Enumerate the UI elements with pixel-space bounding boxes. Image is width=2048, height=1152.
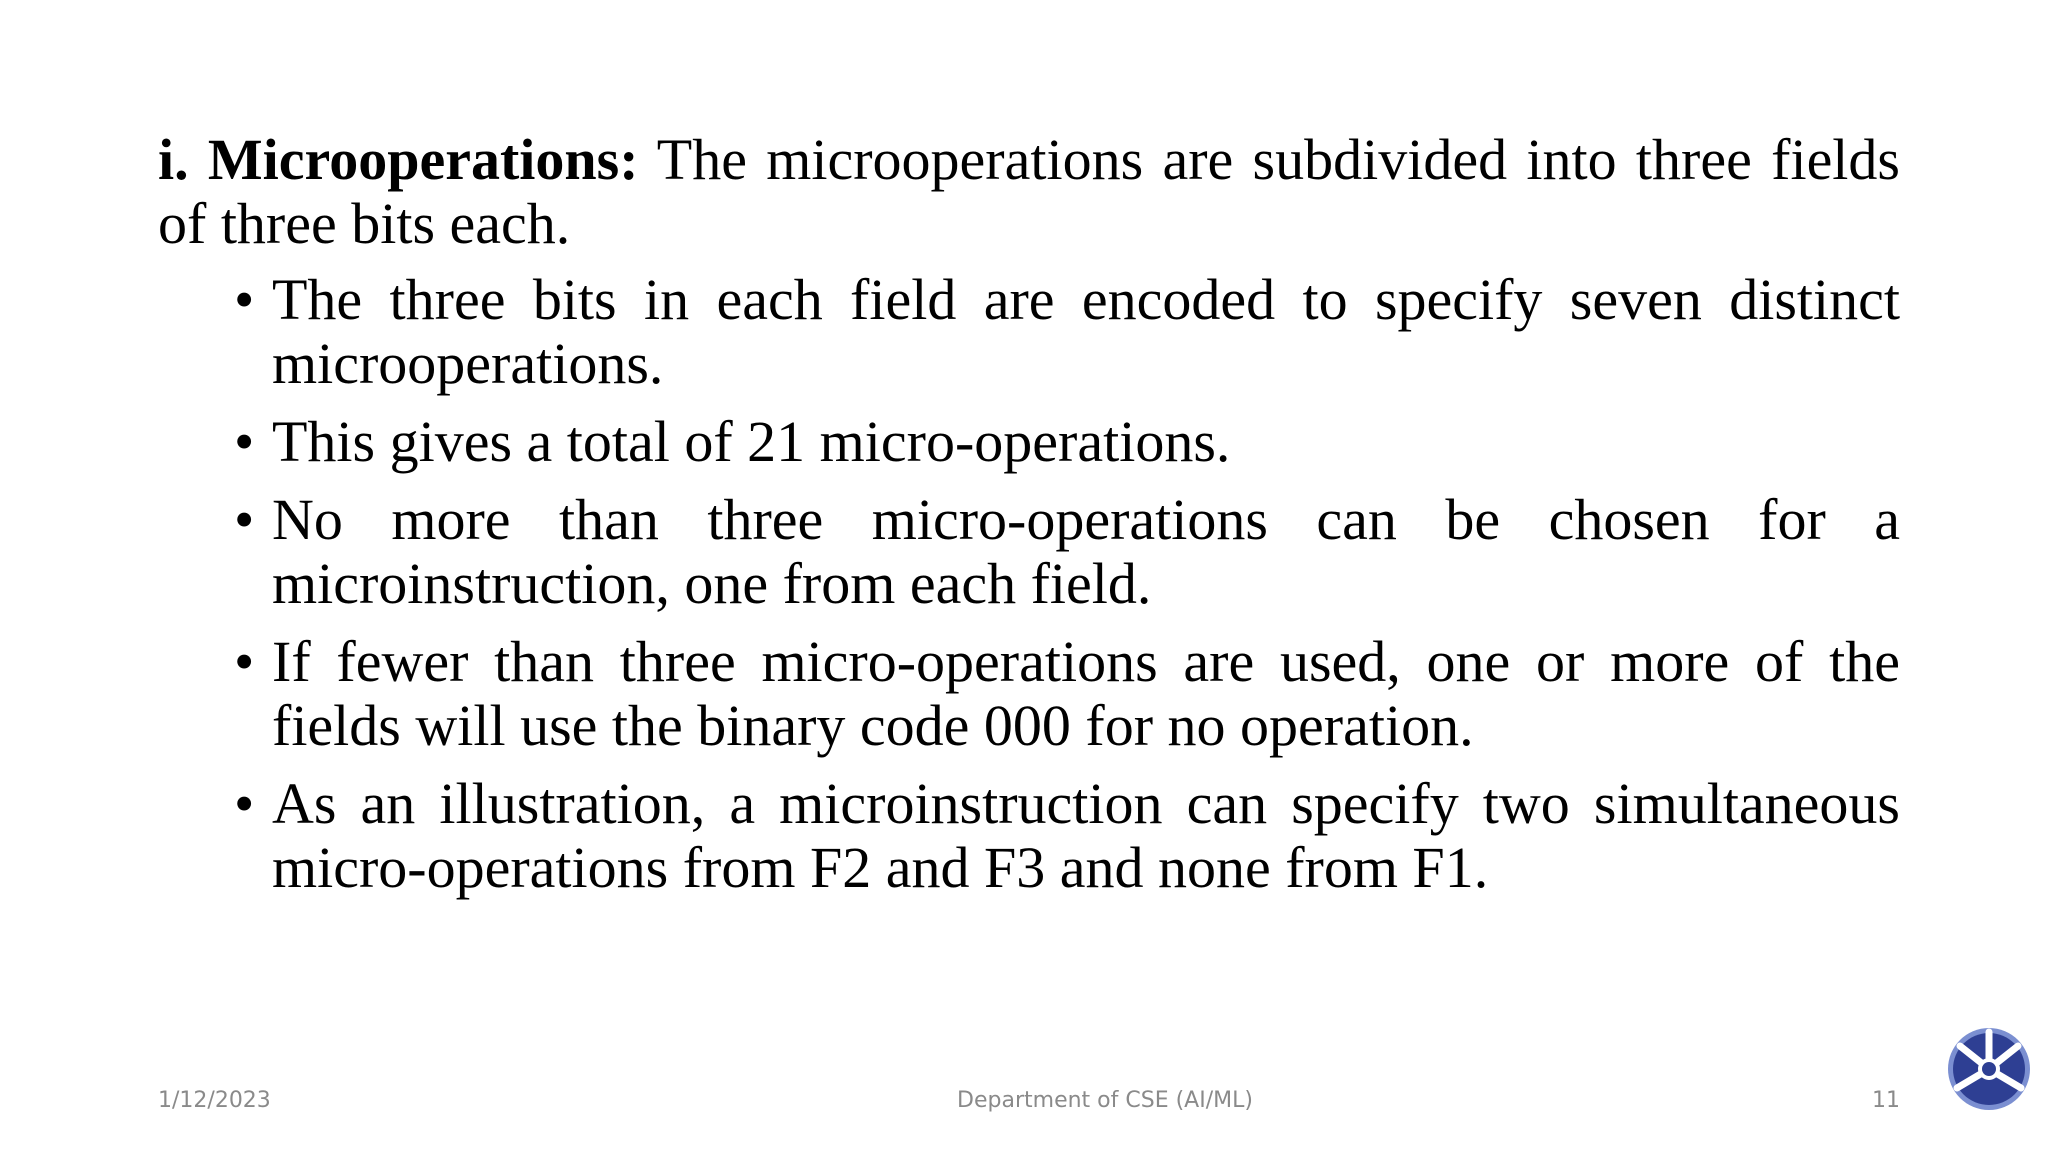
logo-graphic xyxy=(1946,1026,2032,1112)
bullet-item xyxy=(234,487,1900,616)
bullet-item xyxy=(234,409,1900,474)
slide-content xyxy=(158,128,1900,914)
bullet-item xyxy=(234,771,1900,900)
bullet-icon: • xyxy=(234,487,255,552)
institution-logo-icon xyxy=(1946,1026,2032,1112)
bullet-item xyxy=(234,267,1900,396)
bullet-item xyxy=(234,629,1900,758)
footer-department: Department of CSE (AI/ML) xyxy=(957,1088,1253,1113)
logo-center-dot xyxy=(1982,1062,1996,1076)
bullet-text: If fewer than three micro-operations are used, one or more of the fields will use the binary code 000 for no operation. xyxy=(272,629,1900,758)
footer-page-number: 11 xyxy=(1872,1088,1900,1113)
bullet-list xyxy=(158,268,1900,900)
bullet-icon: • xyxy=(234,409,255,474)
intro-paragraph xyxy=(158,128,1900,256)
intro-text: The microoperations are subdivided into three fields of three bits each. xyxy=(158,127,1900,256)
bullet-text: The three bits in each field are encoded to specify seven distinct microoperations. xyxy=(272,267,1900,396)
bullet-icon: • xyxy=(234,629,255,694)
footer-date: 1/12/2023 xyxy=(158,1088,271,1113)
bullet-text: As an illustration, a microinstruction can specify two simultaneous micro-operations from F2 and F3 and none from F1. xyxy=(272,771,1900,900)
bullet-text: No more than three micro-operations can be chosen for a microinstruction, one from each field. xyxy=(272,487,1900,616)
bullet-text: This gives a total of 21 micro-operations. xyxy=(272,409,1231,474)
intro-heading: i. Microoperations: xyxy=(158,127,639,192)
bullet-icon: • xyxy=(234,267,255,332)
bullet-icon: • xyxy=(234,771,255,836)
